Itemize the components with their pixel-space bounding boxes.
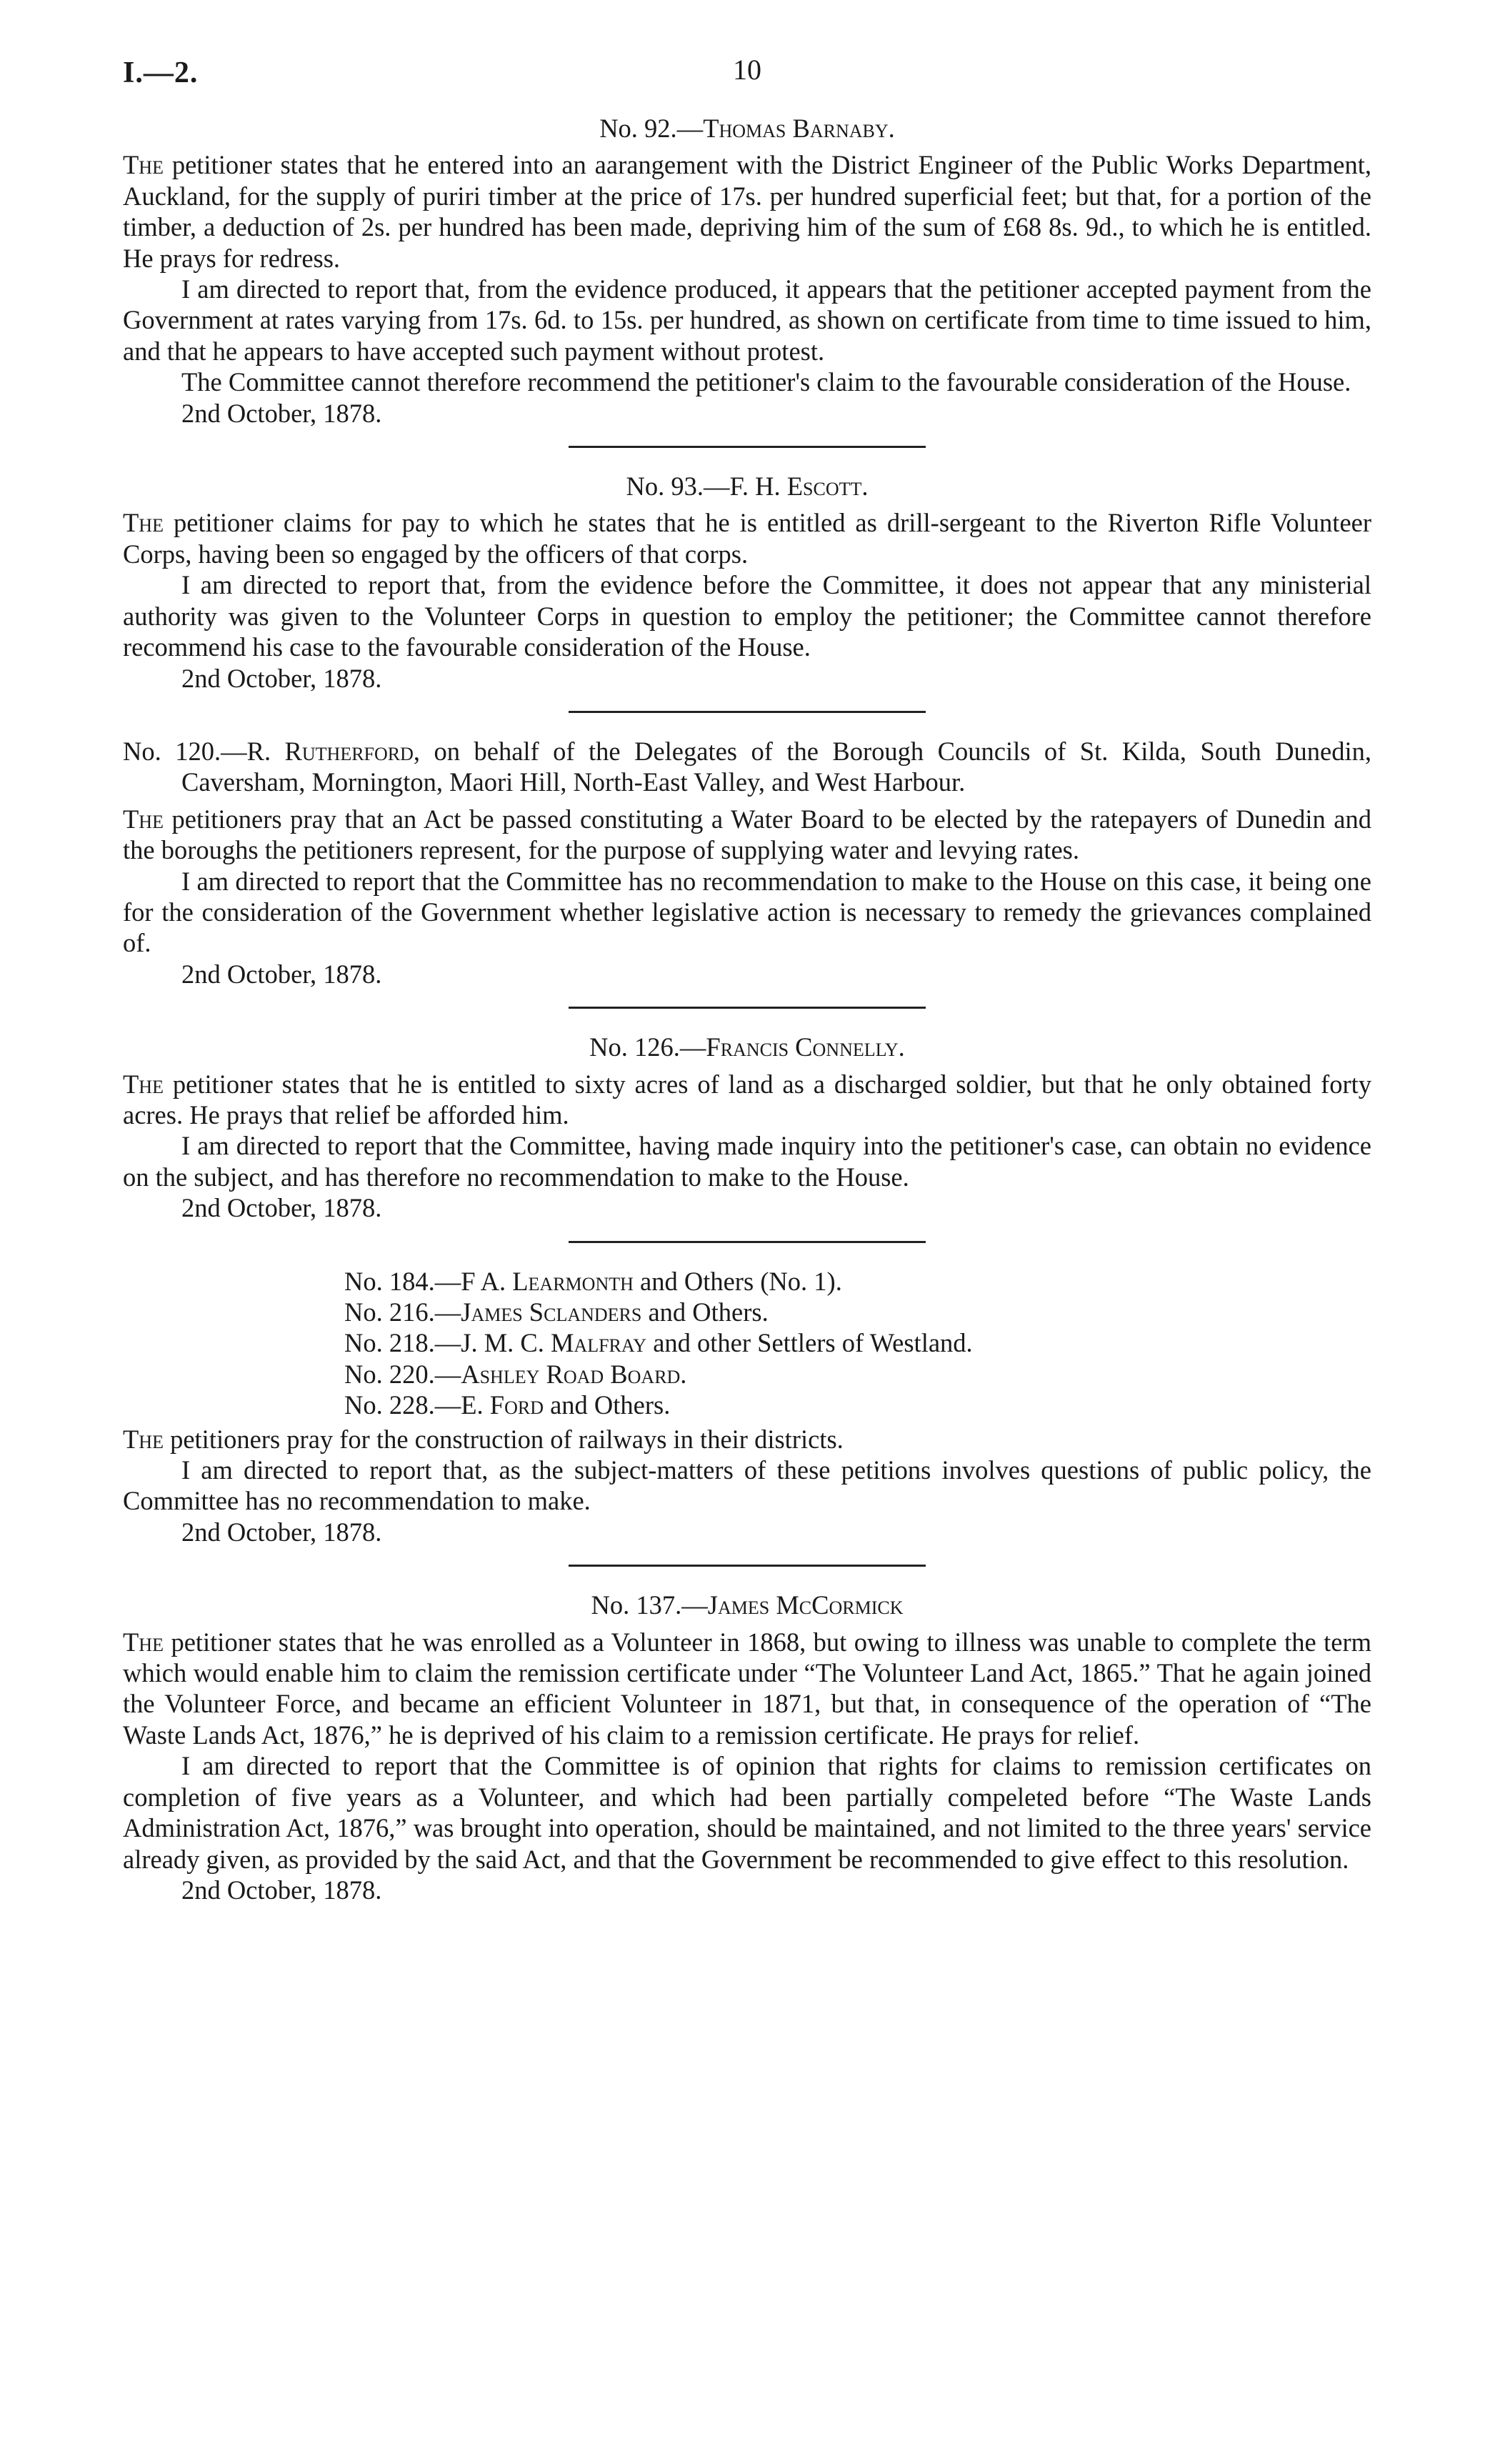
petition-number: No. 220.—	[344, 1359, 461, 1389]
list-item	[344, 1390, 1371, 1420]
lead-word: The	[123, 1424, 164, 1454]
petition-section-railways	[123, 1266, 1371, 1548]
lead-word: The	[123, 150, 164, 180]
petition-section-93	[123, 471, 1371, 694]
statement-text: petitioner states that he is entitled to sixty acres of land as a discharged soldier, but that he only obtained forty acres. He prays that relief be afforded him.	[123, 1069, 1372, 1129]
report-date: 2nd October, 1878.	[181, 1517, 382, 1547]
petition-section-126	[123, 1032, 1371, 1223]
petition-title	[123, 736, 1371, 798]
petition-statement	[123, 804, 1371, 866]
petition-number: No. 218.—	[344, 1328, 461, 1358]
statement-text: petitioner states that he was enrolled as a Volunteer in 1868, but owing to illness was unable to complete the term which would enable him to claim the remission certificate under “The Volunteer Land Act, 1865.” That he again joined the Volunteer Force, and became an efficient Volunteer in 1871, but that, in consequence of the operation of “The Waste Lands Act, 1876,” he is deprived of his claim to a remission certificate. He prays for relief.	[123, 1627, 1372, 1750]
document-page	[123, 43, 1371, 1905]
petition-statement	[123, 149, 1371, 274]
section-divider	[569, 1241, 926, 1243]
statement-text: petitioners pray for the construction of railways in their districts.	[170, 1424, 844, 1454]
petition-number: No. 228.—	[344, 1390, 461, 1420]
petition-section-92	[123, 113, 1371, 429]
list-item	[344, 1327, 1371, 1358]
statement-text: petitioner states that he entered into an aarangement with the District Engineer of the Public Works Department, Auckland, for the supply of puriri timber at the price of 17s. per hundred superficial feet; but that, for a portion of the timber, a deduction of 2s. per hundred has been made, depriving him of the sum of £68 8s. 9d., to which he is entitled. He prays for redress.	[123, 150, 1372, 273]
petition-section-137	[123, 1590, 1371, 1905]
lead-word: The	[123, 1069, 164, 1099]
section-divider	[569, 446, 926, 448]
statement-text: petitioners pray that an Act be passed constituting a Water Board to be elected by the ratepayers of Dunedin and the boroughs the petitioners represent, for the purpose of supplying water and levying rates.	[123, 804, 1371, 865]
petitioner-name: E. Ford	[461, 1390, 544, 1420]
statement-text: petitioner claims for pay to which he states that he is entitled as drill-sergeant to the Riverton Rifle Volunteer Corps, having been so engaged by the officers of that corps.	[123, 508, 1372, 569]
petition-title	[123, 113, 1371, 144]
section-divider	[569, 1565, 926, 1567]
petitioner-name: Thomas Barnaby.	[703, 114, 895, 143]
lead-word: The	[123, 804, 164, 834]
paper-reference: I.—2.	[123, 56, 199, 89]
lead-word: The	[123, 1627, 164, 1657]
list-item	[344, 1266, 1371, 1297]
report-date: 2nd October, 1878.	[181, 1875, 382, 1905]
petition-number: No. 93.—	[626, 472, 730, 502]
petition-number: No. 126.—	[589, 1032, 706, 1062]
petitioner-name: Ashley Road Board.	[461, 1359, 687, 1389]
petitioner-suffix: and other Settlers of Westland.	[646, 1328, 973, 1358]
petitioner-suffix: and Others.	[641, 1297, 769, 1327]
committee-report: I am directed to report that the Committee has no recommendation to make to the House on this case, it being one for the consideration of the Government whether legislative action is necessary to remedy the grievances complained of.	[123, 866, 1371, 958]
petitioner-name: F. H. Escott.	[729, 472, 869, 502]
committee-report: I am directed to report that the Committee is of opinion that rights for claims to remission certificates on completion of five years as a Volunteer, and which had been partially compeleted before “The Waste Lands Administration Act, 1876,” was brought into operation, should be maintained, and not limited to the three years' service already given, as provided by the said Act, and that the Government be recommended to give effect to this resolution.	[123, 1751, 1371, 1874]
petition-statement	[123, 1424, 1371, 1455]
petitioner-name: Francis Connelly.	[706, 1032, 905, 1062]
page-header	[123, 43, 1371, 100]
committee-report: I am directed to report that the Committee, having made inquiry into the petitioner's case, can obtain no evidence on the subject, and has therefore no recommendation to make to the House.	[123, 1131, 1371, 1192]
petitioner-name: F A. Learmonth	[461, 1266, 634, 1296]
petitioner-suffix: and Others (No. 1).	[633, 1266, 842, 1296]
report-date: 2nd October, 1878.	[181, 959, 382, 989]
lead-word: The	[123, 508, 164, 538]
petitioner-name: J. M. C. Malfray	[461, 1328, 647, 1358]
petitioner-suffix: and Others.	[543, 1390, 671, 1420]
petition-number: No. 184.—	[344, 1266, 461, 1296]
petition-title	[123, 1590, 1371, 1620]
report-date: 2nd October, 1878.	[181, 1193, 382, 1223]
report-date: 2nd October, 1878.	[181, 663, 382, 693]
petitioner-name: James McCormick	[707, 1590, 904, 1620]
petitioner-name: R. Rutherford,	[246, 736, 421, 766]
petition-section-120	[123, 736, 1371, 989]
petitioner-description: on behalf of the Delegates of the Borough Councils of St. Kilda, South Dunedin, Caversham, Mornington, Maori Hill, North-East Valley, and West Harbour.	[181, 736, 1372, 797]
committee-report: I am directed to report that, from the evidence produced, it appears that the petitioner accepted payment from the Government at rates varying from 17s. 6d. to 15s. per hundred, as shown on certificate from time to time issued to him, and that he appears to have accepted such payment without protest.	[123, 274, 1371, 366]
committee-conclusion: The Committee cannot therefore recommend the petitioner's claim to the favourable consideration of the House.	[181, 367, 1351, 397]
committee-report: I am directed to report that, from the evidence before the Committee, it does not appear that any ministerial authority was given to the Volunteer Corps in question to employ the petitioner; the Committee cannot therefore recommend his case to the favourable consideration of the House.	[123, 570, 1371, 662]
page-number: 10	[733, 54, 761, 86]
petition-number: No. 137.—	[591, 1590, 708, 1620]
petitioner-name: James Sclanders	[461, 1297, 642, 1327]
list-item	[344, 1359, 1371, 1390]
petition-statement	[123, 1627, 1371, 1751]
petition-number: No. 92.—	[599, 114, 704, 143]
petition-list	[344, 1266, 1371, 1421]
petition-statement	[123, 507, 1371, 569]
petition-statement	[123, 1069, 1371, 1131]
section-divider	[569, 1007, 926, 1009]
report-date: 2nd October, 1878.	[181, 398, 382, 428]
petition-number: No. 216.—	[344, 1297, 461, 1327]
petition-number: No. 120.—	[123, 736, 247, 766]
list-item	[344, 1297, 1371, 1327]
petition-title	[123, 471, 1371, 502]
section-divider	[569, 711, 926, 713]
petition-title	[123, 1032, 1371, 1062]
committee-report: I am directed to report that, as the subject-matters of these petitions involves questions of public policy, the Committee has no recommendation to make.	[123, 1455, 1371, 1516]
